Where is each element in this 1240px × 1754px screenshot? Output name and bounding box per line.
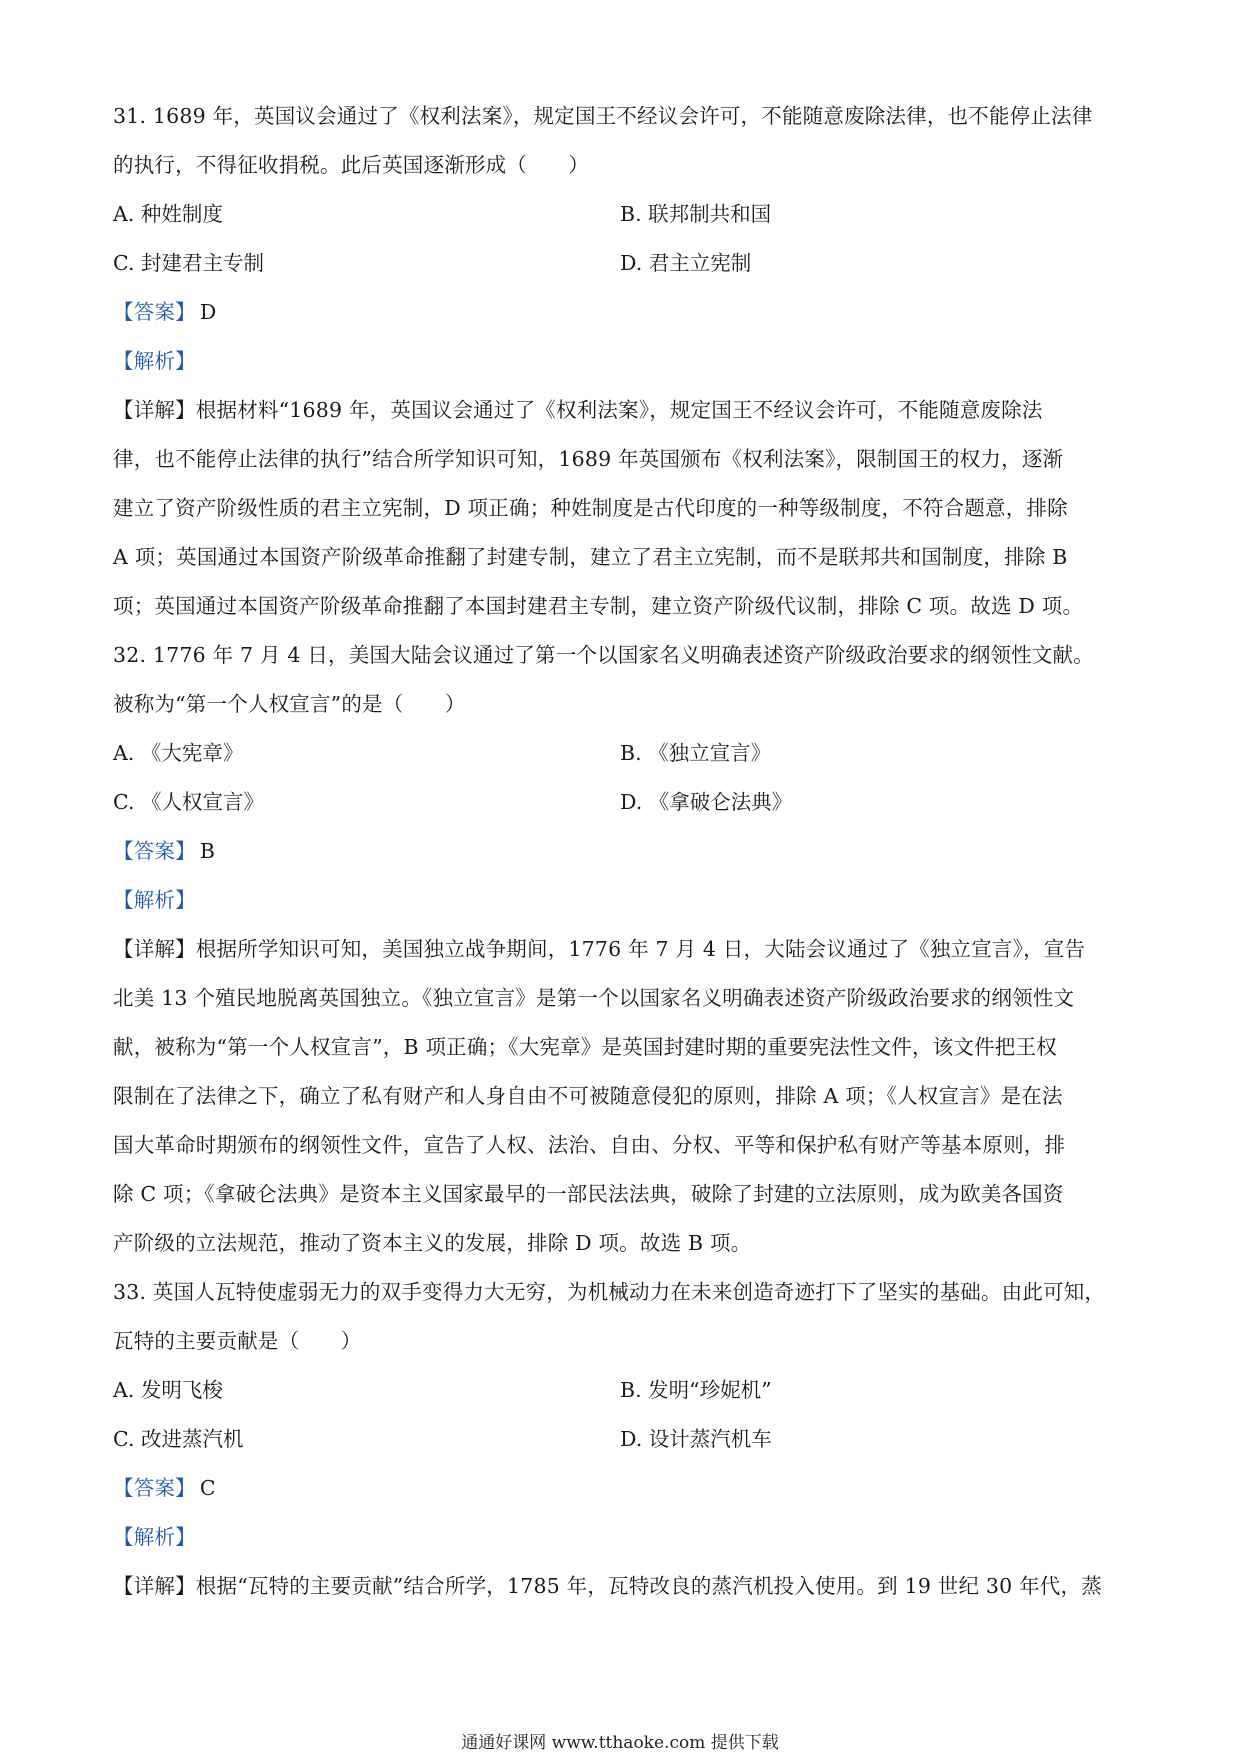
analysis-tag: 【解析】: [113, 888, 196, 912]
detail-line: 除 C 项；《拿破仑法典》是资本主义国家最早的一部民法法典，破除了封建的立法原则，成为欧美各国资: [113, 1182, 1064, 1206]
answer-tag: 【答案】: [113, 300, 196, 324]
option-c: C. 改进蒸汽机: [113, 1427, 244, 1451]
option-c: C. 《人权宣言》: [113, 790, 264, 814]
option-d: D. 君主立宪制: [620, 251, 752, 275]
answer-line: [113, 827, 1133, 876]
question-32: [113, 631, 1133, 1268]
analysis-line: [113, 876, 1133, 925]
detail-line: [113, 925, 1133, 974]
option-b: B. 发明“珍妮机”: [620, 1378, 772, 1402]
option-d: D. 《拿破仑法典》: [620, 790, 793, 814]
question-stem-line: 32. 1776 年 7 月 4 日，美国大陆会议通过了第一个以国家名义明确表述资产阶级政治要求的纲领性文献。: [113, 643, 1094, 667]
options-row: [113, 190, 1133, 239]
option-d: D. 设计蒸汽机车: [620, 1427, 772, 1451]
detail-line: 建立了资产阶级性质的君主立宪制，D 项正确；种姓制度是古代印度的一种等级制度，不符合题意，排除: [113, 496, 1068, 520]
detail-line: 献，被称为“第一个人权宣言”，B 项正确；《大宪章》是英国封建时期的重要宪法性文件，该文件把王权: [113, 1035, 1057, 1059]
detail-line: 项；英国通过本国资产阶级革命推翻了本国封建君主专制，建立资产阶级代议制，排除 C 项。故选 D 项。: [113, 594, 1084, 618]
analysis-line: [113, 337, 1133, 386]
detail-text: 根据所学知识可知，美国独立战争期间，1776 年 7 月 4 日，大陆会议通过了《独立宣言》，宣告: [195, 937, 1086, 961]
question-stem-line: 31. 1689 年，英国议会通过了《权利法案》，规定国王不经议会许可，不能随意废除法律，也不能停止法律: [113, 104, 1093, 128]
detail-line: [113, 386, 1133, 435]
question-stem-line: 被称为“第一个人权宣言”的是（ ）: [113, 692, 466, 716]
options-row: [113, 729, 1133, 778]
option-a: A. 发明飞梭: [113, 1378, 223, 1402]
detail-line: [113, 1562, 1133, 1611]
detail-text: 根据“瓦特的主要贡献”结合所学，1785 年，瓦特改良的蒸汽机投入使用。到 19 世纪 30 年代，蒸: [195, 1574, 1102, 1598]
question-stem-line: 瓦特的主要贡献是（ ）: [113, 1329, 362, 1353]
answer-value: C: [199, 1476, 216, 1500]
detail-tag: 【详解】: [113, 937, 196, 961]
option-a: A. 种姓制度: [113, 202, 223, 226]
detail-text: 根据材料“1689 年，英国议会通过了《权利法案》，规定国王不经议会许可，不能随意废除法: [195, 398, 1043, 422]
detail-tag: 【详解】: [113, 1574, 196, 1598]
document-body: [113, 92, 1133, 1611]
analysis-line: [113, 1513, 1133, 1562]
options-row: [113, 239, 1133, 288]
option-b: B. 《独立宣言》: [620, 741, 772, 765]
options-row: [113, 1415, 1133, 1464]
detail-line: 律，也不能停止法律的执行”结合所学知识可知，1689 年英国颁布《权利法案》，限制国王的权力，逐渐: [113, 447, 1064, 471]
question-stem-line: 的执行，不得征收捐税。此后英国逐渐形成（ ）: [113, 153, 590, 177]
answer-value: B: [199, 839, 216, 863]
analysis-tag: 【解析】: [113, 349, 196, 373]
question-stem-line: 33. 英国人瓦特使虚弱无力的双手变得力大无穷，为机械动力在未来创造奇迹打下了坚实的基础。由此可知，: [113, 1280, 1106, 1304]
detail-line: 产阶级的立法规范，推动了资本主义的发展，排除 D 项。故选 B 项。: [113, 1231, 752, 1255]
answer-line: [113, 288, 1133, 337]
option-c: C. 封建君主专制: [113, 251, 264, 275]
detail-line: 限制在了法律之下，确立了私有财产和人身自由不可被随意侵犯的原则，排除 A 项；《人权宣言》是在法: [113, 1084, 1063, 1108]
detail-line: 北美 13 个殖民地脱离英国独立。《独立宣言》是第一个以国家名义明确表述资产阶级政治要求的纲领性文: [113, 986, 1075, 1010]
question-31: [113, 92, 1133, 631]
answer-tag: 【答案】: [113, 839, 196, 863]
analysis-tag: 【解析】: [113, 1525, 196, 1549]
options-row: [113, 778, 1133, 827]
option-a: A. 《大宪章》: [113, 741, 244, 765]
page-footer: 通通好课网 www.tthaoke.com 提供下载: [461, 1733, 779, 1753]
detail-tag: 【详解】: [113, 398, 196, 422]
answer-value: D: [199, 300, 217, 324]
answer-line: [113, 1464, 1133, 1513]
detail-line: 国大革命时期颁布的纲领性文件，宣告了人权、法治、自由、分权、平等和保护私有财产等基本原则，排: [113, 1133, 1066, 1157]
answer-tag: 【答案】: [113, 1476, 196, 1500]
detail-line: A 项；英国通过本国资产阶级革命推翻了封建专制，建立了君主立宪制，而不是联邦共和国制度，排除 B: [113, 545, 1068, 569]
options-row: [113, 1366, 1133, 1415]
question-33: [113, 1268, 1133, 1611]
option-b: B. 联邦制共和国: [620, 202, 772, 226]
